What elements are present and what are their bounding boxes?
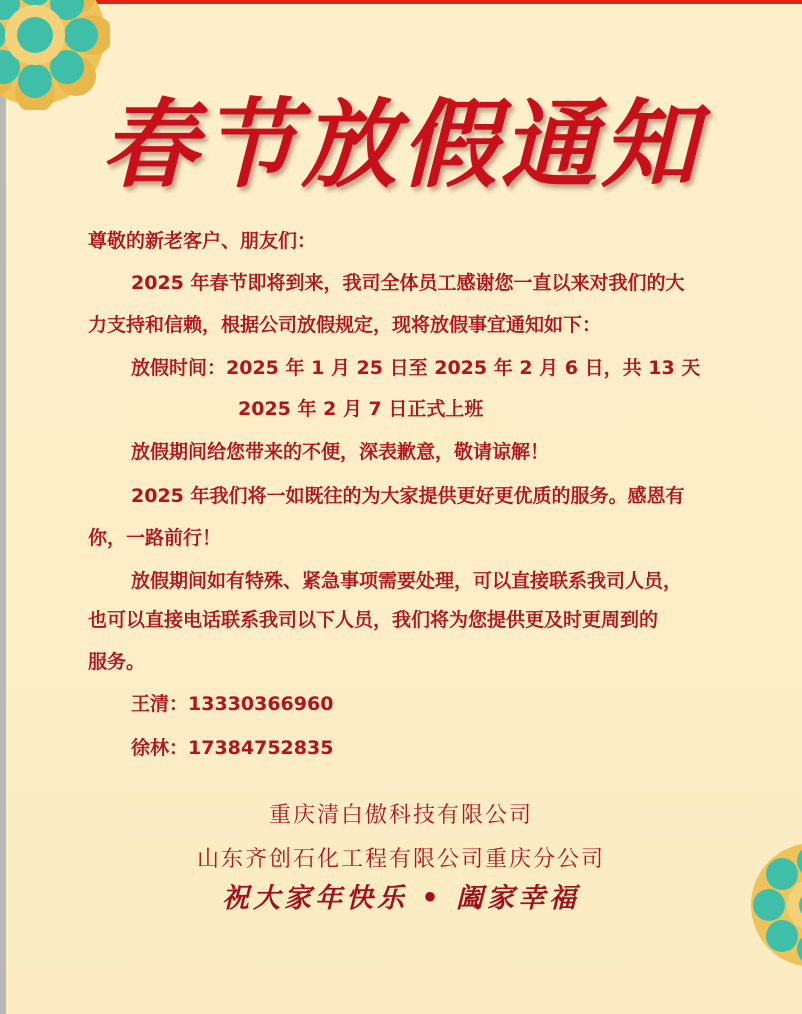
contact-wang-qing: 王清：13330366960 xyxy=(131,693,334,715)
paragraph-3-line-3: 服务。 xyxy=(88,651,146,673)
paragraph-2-line-2: 你，一路前行！ xyxy=(88,527,222,549)
paragraph-2-line-1: 2025 年我们将一如既往的为大家提供更好更优质的服务。感恩有 xyxy=(131,485,685,507)
return-date: 2025 年 2 月 7 日正式上班 xyxy=(238,398,484,420)
greeting: 尊敬的新老客户、朋友们： xyxy=(88,230,317,252)
company-name-1: 重庆清白傲科技有限公司 xyxy=(268,803,533,828)
notice-title: 春节放假通知 xyxy=(101,88,701,201)
paragraph-1-line-2: 力支持和信赖，根据公司放假规定，现将放假事宜通知如下： xyxy=(88,314,602,336)
apology: 放假期间给您带来的不便，深表歉意，敬请谅解！ xyxy=(131,441,550,463)
new-year-wish: 祝大家年快乐 • 阖家幸福 xyxy=(221,883,581,914)
holiday-period: 放假时间：2025 年 1 月 25 日至 2025 年 2 月 6 日，共 13 天 xyxy=(131,357,701,379)
top-red-border xyxy=(0,0,802,4)
contact-xu-lin: 徐林：17384752835 xyxy=(131,737,334,759)
paragraph-3-line-2: 也可以直接电话联系我司以下人员，我们将为您提供更及时更周到的 xyxy=(88,609,659,631)
paragraph-1-line-1: 2025 年春节即将到来，我司全体员工感谢您一直以来对我们的大 xyxy=(131,272,685,294)
paragraph-3-line-1: 放假期间如有特殊、紧急事项需要处理，可以直接联系我司人员， xyxy=(131,570,683,592)
company-name-2: 山东齐创石化工程有限公司重庆分公司 xyxy=(196,847,605,872)
